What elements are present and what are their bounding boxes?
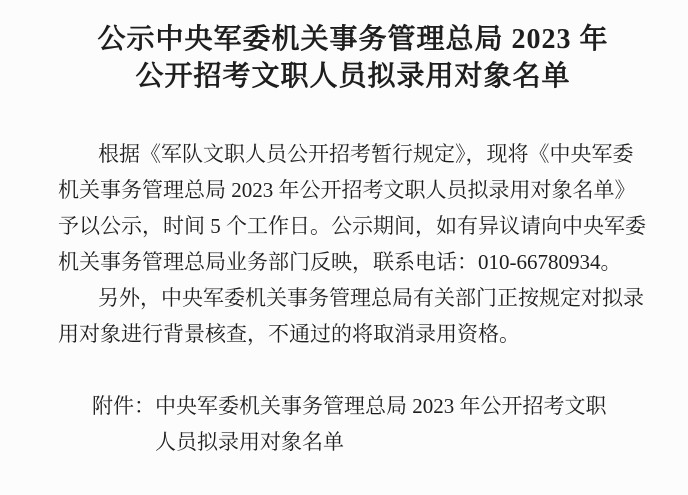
document-body (58, 136, 648, 460)
attachment-line-1: 中央军委机关事务管理总局 2023 年公开招考文职 (155, 394, 607, 418)
paragraph-1-line-3: 予以公示，时间 5 个工作日。公示期间，如有异议请向中央军委 (58, 214, 646, 238)
paragraph-1-line-1: 根据《军队文职人员公开招考暂行规定》，现将《中央军委 (98, 142, 634, 166)
paragraph-1-line-2: 机关事务管理总局 2023 年公开招考文职人员拟录用对象名单》 (58, 178, 636, 202)
attachment-line-2: 人员拟录用对象名单 (155, 430, 344, 454)
document-title (58, 21, 648, 95)
attachment-title (155, 388, 648, 460)
attachment-section (58, 388, 648, 460)
paragraph-1-line-4: 机关事务管理总局业务部门反映，联系电话：010-66780934。 (58, 250, 622, 274)
title-line-1: 公示中央军委机关事务管理总局 2023 年 (97, 24, 609, 55)
paragraph-background-check (58, 280, 648, 352)
paragraph-2-line-1: 另外，中央军委机关事务管理总局有关部门正按规定对拟录 (98, 286, 644, 310)
title-line-2: 公开招考文职人员拟录用对象名单 (135, 61, 571, 92)
paragraph-announcement (58, 136, 648, 280)
paragraph-2-line-2: 用对象进行背景核查，不通过的将取消录用资格。 (58, 322, 520, 346)
attachment-label: 附件： (92, 394, 155, 418)
